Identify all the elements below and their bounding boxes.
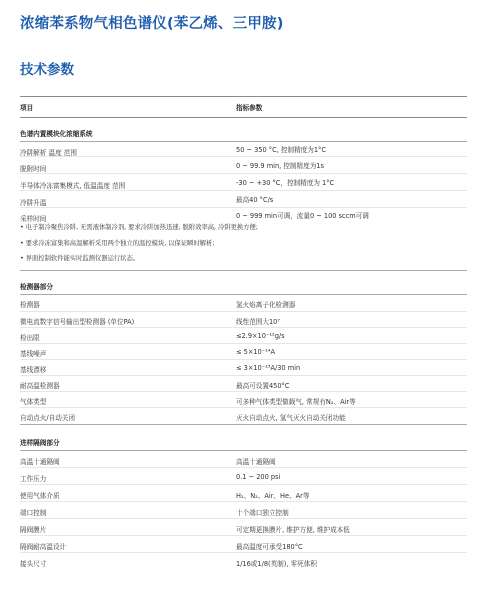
- table-row: [20, 157, 467, 174]
- spec-group-valve: [20, 436, 467, 569]
- table-row: [20, 312, 467, 328]
- table-row: [20, 360, 467, 376]
- row-key: 接头尺寸: [20, 560, 47, 568]
- table-row: [20, 392, 467, 408]
- row-key: 采样时间: [20, 215, 47, 223]
- group-title: 检测器部分: [20, 280, 467, 295]
- row-key: 基线噪声: [20, 350, 47, 358]
- table-row: [20, 451, 467, 468]
- row-value: ≤ 5×10⁻¹⁴A: [236, 348, 276, 356]
- table-row: [20, 408, 467, 425]
- group-title: 进样隔阀部分: [20, 436, 467, 451]
- list-item: • 要求冷冻富集和高温解析采用两个独立的温控模块, 以保证瞬时解析;: [20, 239, 215, 247]
- row-key: 半导体冷冻富集模式, 低温温度 范围: [20, 182, 126, 190]
- row-value: 0 ~ 99.9 min, 控制精度为1s: [236, 162, 324, 170]
- column-header-spec: 指标参数: [236, 104, 263, 112]
- page-title: 浓缩苯系物气相色谱仪(苯乙烯、三甲胺): [20, 16, 284, 32]
- row-value: 灭火自动点火, 氢气灭火自动关闭功能: [236, 414, 346, 422]
- table-row: [20, 468, 467, 485]
- list-item: • 界面控制软件能实时监测仪器运行状态。: [20, 255, 140, 262]
- row-key: 隔阀膜片: [20, 526, 47, 534]
- row-key: 冷阱升温: [20, 199, 47, 207]
- table-row: [20, 553, 467, 569]
- table-row: [20, 502, 467, 519]
- row-value: 1/16或1/8(英制), 零死体积: [236, 560, 317, 568]
- row-value: 高温十通隔阀: [236, 458, 276, 466]
- table-row: [20, 208, 467, 222]
- row-key: 隔阀耐高温设计: [20, 543, 67, 551]
- row-value: 可多种气体类型做载气, 常规有N₂、Air等: [236, 398, 356, 406]
- row-value: 50 ~ 350 °C, 控制精度为1°C: [236, 146, 326, 154]
- table-row: [20, 344, 467, 360]
- row-value: 线性范围大10⁷: [236, 318, 281, 326]
- row-value: ≤ 3×10⁻¹³A/30 min: [236, 364, 301, 372]
- table-row: [20, 376, 467, 392]
- row-key: 微电流数字信号输出型检测器 (单位PA): [20, 318, 135, 326]
- table-row: [20, 295, 467, 312]
- row-key: 检测器: [20, 301, 40, 309]
- spec-group-detector: [20, 280, 467, 425]
- table-row: [20, 536, 467, 553]
- row-value: 最高温度可承受180°C: [236, 543, 303, 551]
- row-value: 最高可设置450°C: [236, 382, 290, 390]
- row-key: 冷阱解析 温度 范围: [20, 149, 77, 157]
- table-row: [20, 328, 467, 344]
- column-header-item: 项目: [20, 104, 34, 112]
- row-value: -30 ~ +30 °C，控制精度为 1°C: [236, 179, 335, 187]
- row-value: H₂、N₂、Air、He、Ar等: [236, 492, 310, 500]
- row-value: 氢火焰离子化检测器: [236, 301, 296, 309]
- row-value: 可定期更换膜片, 维护方便, 维护成本低: [236, 526, 350, 534]
- row-key: 高温十通隔阀: [20, 458, 60, 466]
- table-row: [20, 485, 467, 502]
- spec-group-concentration: [20, 127, 467, 222]
- row-key: 自动点火/自动关闭: [20, 414, 75, 422]
- feature-notes: [20, 222, 467, 269]
- row-key: 气体类型: [20, 398, 47, 406]
- row-key: 端口控制: [20, 509, 47, 517]
- group-title: 色谱内置模块化浓缩系统: [20, 127, 467, 142]
- table-row: [20, 174, 467, 191]
- row-key: 使用气体介质: [20, 492, 60, 500]
- divider: [20, 270, 467, 271]
- row-key: 脱附时间: [20, 165, 47, 173]
- row-value: 0 ~ 999 min可调，流量0 ~ 100 sccm可调: [236, 212, 369, 220]
- table-row: [20, 519, 467, 536]
- table-row: [20, 142, 467, 157]
- list-item: • 电子制冷聚焦冷阱, 无需液体制冷剂, 要求冷阱加热迅速, 脱附效率高, 冷阱更换方便;: [20, 224, 258, 231]
- table-header: [20, 96, 467, 118]
- row-key: 工作压力: [20, 475, 47, 483]
- row-key: 基线漂移: [20, 366, 47, 374]
- row-key: 耐高温检测器: [20, 382, 60, 390]
- row-value: 最高40 °C/s: [236, 196, 274, 204]
- section-title: 技术参数: [20, 62, 74, 78]
- row-value: 十个端口独立控制: [236, 509, 289, 517]
- row-value: ≤2.9×10⁻¹²g/s: [236, 332, 285, 340]
- row-key: 检出限: [20, 334, 40, 342]
- row-value: 0.1 ~ 200 psi: [236, 473, 281, 481]
- table-row: [20, 191, 467, 208]
